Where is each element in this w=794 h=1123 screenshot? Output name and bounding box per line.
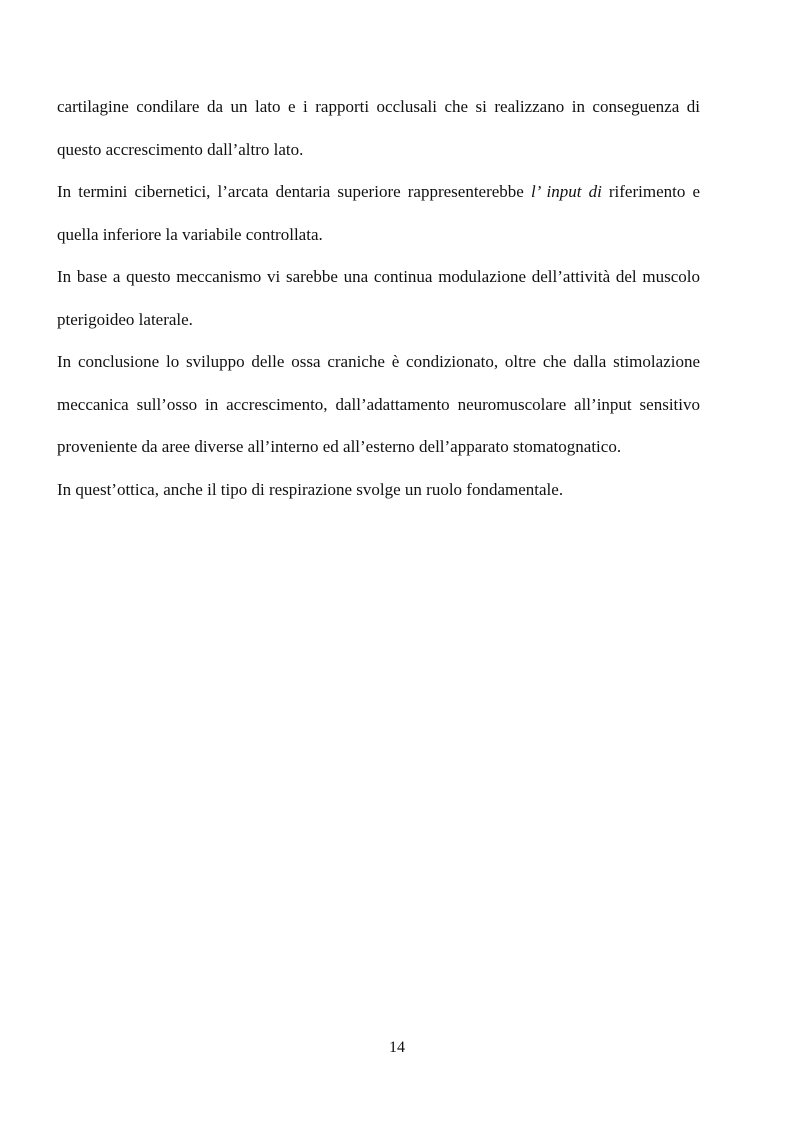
paragraph-5: In quest’ottica, anche il tipo di respirazione svolge un ruolo fondamentale. xyxy=(57,479,564,499)
paragraph-1: cartilagine condilare da un lato e i rapporti occlusali che si realizzano in conseguenza di questo accrescimento dall’altro lato. xyxy=(57,97,700,159)
paragraph-2-text-before: In termini cibernetici, l’arcata dentaria superiore rappresenterebbe xyxy=(57,182,531,201)
paragraph-2-italic-term: l’ input di xyxy=(530,182,602,201)
page-body xyxy=(57,86,700,511)
page-number: 14 xyxy=(389,1039,405,1056)
paragraph-4: In conclusione lo sviluppo delle ossa craniche è condizionato, oltre che dalla stimolazione meccanica sull’osso in accrescimento, dall’adattamento neuromuscolare all’input sensitivo proveniente da aree diverse all’interno ed all’esterno dell’apparato stomatognatico. xyxy=(57,352,700,456)
paragraph-2 xyxy=(57,171,700,256)
paragraph-2-text-after: riferimento e quella inferiore la variabile controllata. xyxy=(57,182,700,244)
paragraph-3: In base a questo meccanismo vi sarebbe una continua modulazione dell’attività del muscolo pterigoideo laterale. xyxy=(57,267,700,329)
